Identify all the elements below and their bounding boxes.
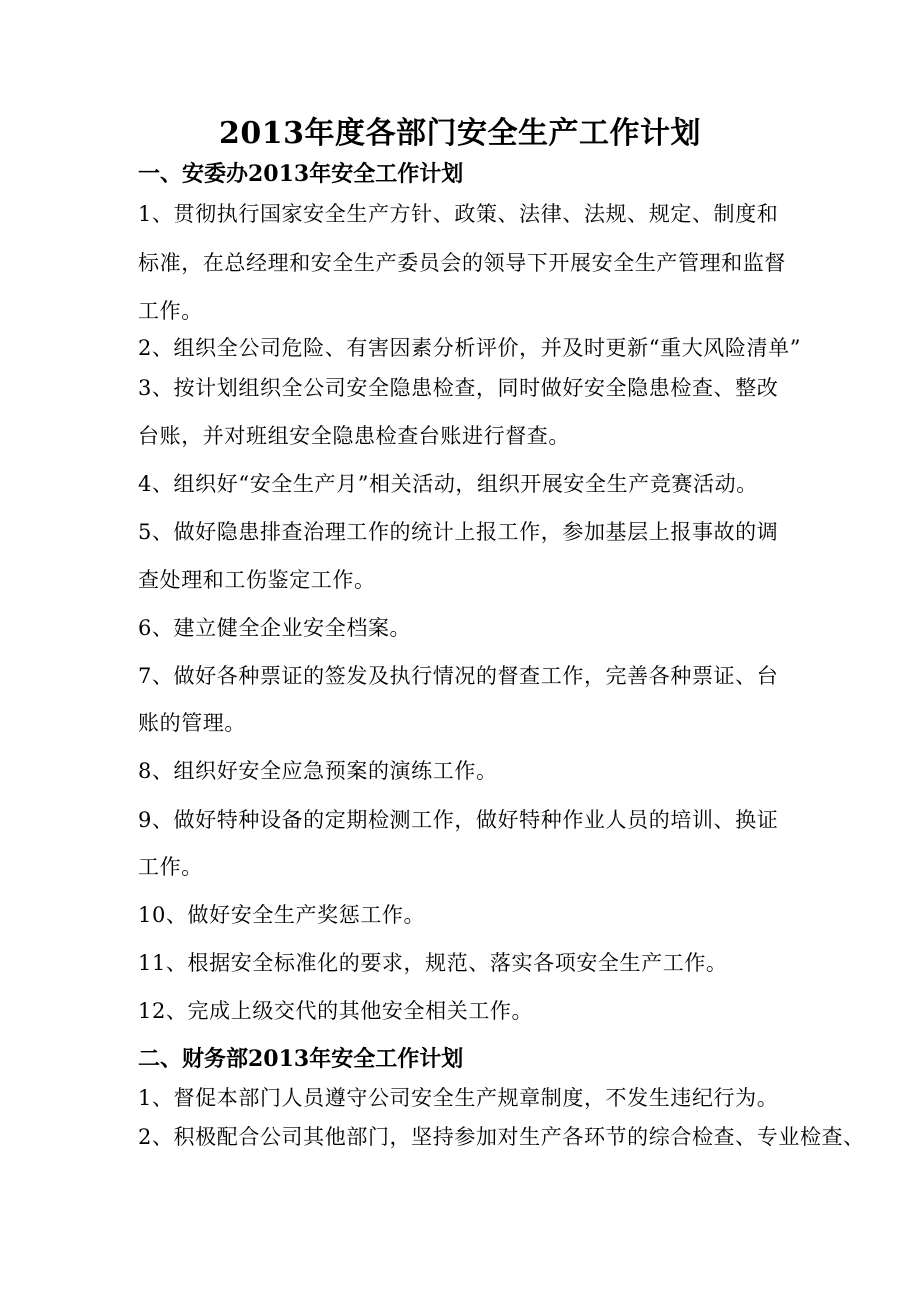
section-heading-1: 一、安委办2013年安全工作计划 xyxy=(138,161,464,187)
paragraph-line: 9、做好特种设备的定期检测工作，做好特种作业人员的培训、换证 xyxy=(138,808,779,832)
document-title: 2013年度各部门安全生产工作计划 xyxy=(219,116,701,151)
paragraph-line: 1、贯彻执行国家安全生产方针、政策、法律、法规、规定、制度和 xyxy=(138,202,779,226)
paragraph-line: 2、组织全公司危险、有害因素分析评价，并及时更新“重大风险清单” xyxy=(138,336,802,360)
paragraph-line: 2、积极配合公司其他部门，坚持参加对生产各环节的综合检查、专业检查、 xyxy=(138,1125,865,1149)
paragraph-line: 4、组织好“安全生产月”相关活动，组织开展安全生产竞赛活动。 xyxy=(138,472,758,496)
paragraph-line: 10、做好安全生产奖惩工作。 xyxy=(138,903,426,927)
paragraph-line: 12、完成上级交代的其他安全相关工作。 xyxy=(138,999,534,1023)
paragraph-line: 台账，并对班组安全隐患检查台账进行督查。 xyxy=(138,424,570,448)
paragraph-line: 标准，在总经理和安全生产委员会的领导下开展安全生产管理和监督 xyxy=(138,251,786,275)
section-heading-2: 二、财务部2013年安全工作计划 xyxy=(138,1046,464,1072)
paragraph-line: 1、督促本部门人员遵守公司安全生产规章制度，不发生违纪行为。 xyxy=(138,1086,779,1110)
paragraph-line: 工作。 xyxy=(138,855,203,879)
paragraph-line: 7、做好各种票证的签发及执行情况的督查工作，完善各种票证、台 xyxy=(138,664,779,688)
paragraph-line: 查处理和工伤鉴定工作。 xyxy=(138,568,376,592)
paragraph-line: 3、按计划组织全公司安全隐患检查，同时做好安全隐患检查、整改 xyxy=(138,376,779,400)
paragraph-line: 工作。 xyxy=(138,299,203,323)
paragraph-line: 账的管理。 xyxy=(138,711,246,735)
paragraph-line: 6、建立健全企业安全档案。 xyxy=(138,616,412,640)
paragraph-line: 8、组织好安全应急预案的演练工作。 xyxy=(138,759,498,783)
paragraph-line: 5、做好隐患排查治理工作的统计上报工作，参加基层上报事故的调 xyxy=(138,520,779,544)
paragraph-line: 11、根据安全标准化的要求，规范、落实各项安全生产工作。 xyxy=(138,951,728,975)
